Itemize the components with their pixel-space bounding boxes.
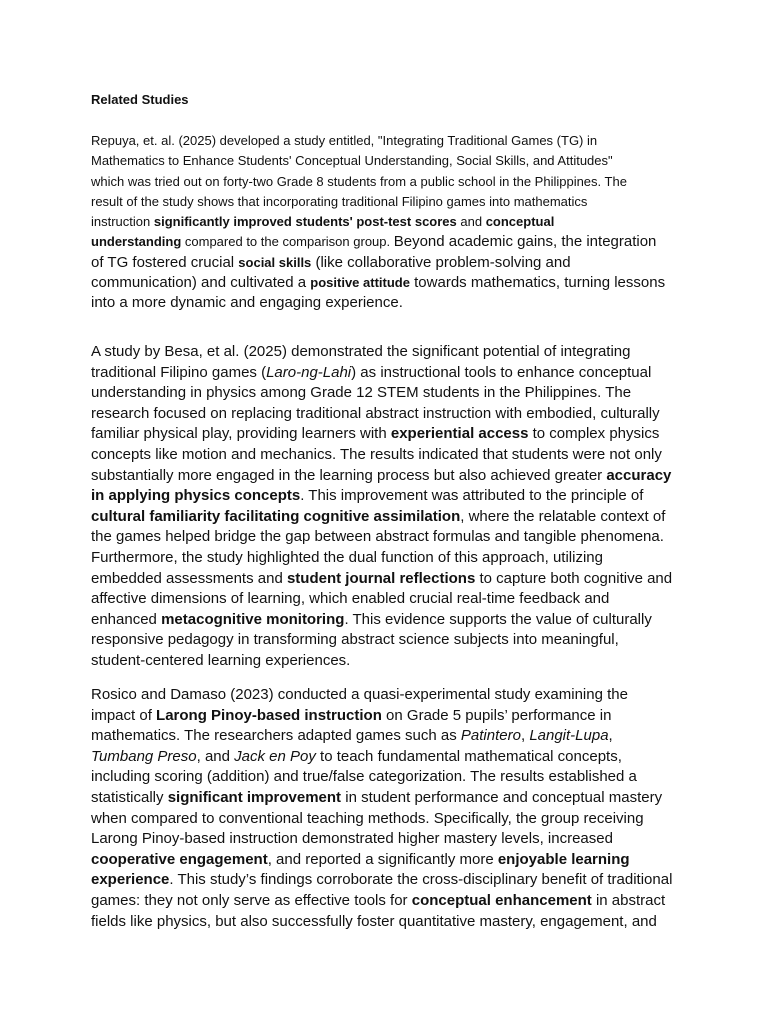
text-line: Tumbang Preso, and Jack en Poy to teach fundamental mathematical concepts, [91, 747, 622, 765]
text-line: including scoring (addition) and true/false categorization. The results established a [91, 768, 637, 786]
text-line: result of the study shows that incorporating traditional Filipino games into mathematics [91, 193, 588, 209]
text-line: concepts like motion and mechanics. The results indicated that students were not only [91, 445, 662, 463]
text-line: games: they not only serve as effective tools for conceptual enhancement in abstract [91, 891, 666, 909]
text-line: cultural familiarity facilitating cognitive assimilation, where the relatable context of [91, 507, 666, 525]
paragraph-repuya [91, 131, 691, 314]
text-line: mathematics. The researchers adapted games such as Patintero, Langit-Lupa, [91, 727, 613, 745]
text-line: when compared to conventional teaching methods. Specifically, the group receiving [91, 809, 644, 827]
text-line: student-centered learning experiences. [91, 651, 351, 669]
paragraph-rosico [91, 685, 691, 932]
text-line: instruction significantly improved students' post-test scores and conceptual [91, 214, 555, 230]
text-line: responsive pedagogy in transforming abstract science subjects into meaningful, [91, 631, 619, 649]
text-line: fields like physics, but also successfully foster quantitative mastery, engagement, and [91, 912, 657, 930]
text-line: experience. This study’s findings corroborate the cross-disciplinary benefit of traditional [91, 871, 673, 889]
text-line: traditional Filipino games (Laro-ng-Lahi) as instructional tools to enhance conceptual [91, 363, 652, 381]
text-line: affective dimensions of learning, which enabled crucial real-time feedback and [91, 590, 610, 608]
text-line: statistically significant improvement in student performance and conceptual mastery [91, 788, 663, 806]
text-line: substantially more engaged in the learning process but also achieved greater accuracy [91, 466, 672, 484]
text-line: the games helped bridge the gap between abstract formulas and tangible phenomena. [91, 528, 664, 546]
text-line: A study by Besa, et al. (2025) demonstrated the significant potential of integrating [91, 343, 631, 360]
text-line: communication) and cultivated a positive attitude towards mathematics, turning lessons [91, 274, 666, 292]
text-line: Repuya, et. al. (2025) developed a study entitled, "Integrating Traditional Games (TG) in [91, 133, 598, 148]
text-line: cooperative engagement, and reported a significantly more enjoyable learning [91, 850, 630, 868]
text-line: Rosico and Damaso (2023) conducted a quasi-experimental study examining the [91, 686, 628, 703]
text-line: Furthermore, the study highlighted the dual function of this approach, utilizing [91, 548, 603, 566]
text-line: embedded assessments and student journal reflections to capture both cognitive and [91, 569, 673, 587]
paragraph-besa [91, 342, 691, 672]
text-line: familiar physical play, providing learners with experiential access to complex physics [91, 425, 660, 443]
text-line: understanding compared to the comparison group. Beyond academic gains, the integration [91, 233, 657, 251]
text-line: research focused on replacing traditional abstract instruction with embodied, culturally [91, 404, 660, 422]
text-line: Larong Pinoy-based instruction demonstrated higher mastery levels, increased [91, 830, 613, 848]
section-heading: Related Studies [91, 92, 189, 107]
text-line: enhanced metacognitive monitoring. This evidence supports the value of culturally [91, 610, 652, 628]
text-line: in applying physics concepts. This improvement was attributed to the principle of [91, 487, 644, 505]
text-line: into a more dynamic and engaging experience. [91, 294, 403, 312]
text-line: understanding in physics among Grade 12 STEM students in the Philippines. The [91, 384, 632, 402]
text-line: Mathematics to Enhance Students' Conceptual Understanding, Social Skills, and Attitudes" [91, 153, 613, 169]
text-line: which was tried out on forty-two Grade 8 students from a public school in the Philippines. The [91, 173, 627, 189]
text-line: of TG fostered crucial social skills (like collaborative problem-solving and [91, 253, 571, 271]
text-line: impact of Larong Pinoy-based instruction on Grade 5 pupils’ performance in [91, 706, 612, 724]
